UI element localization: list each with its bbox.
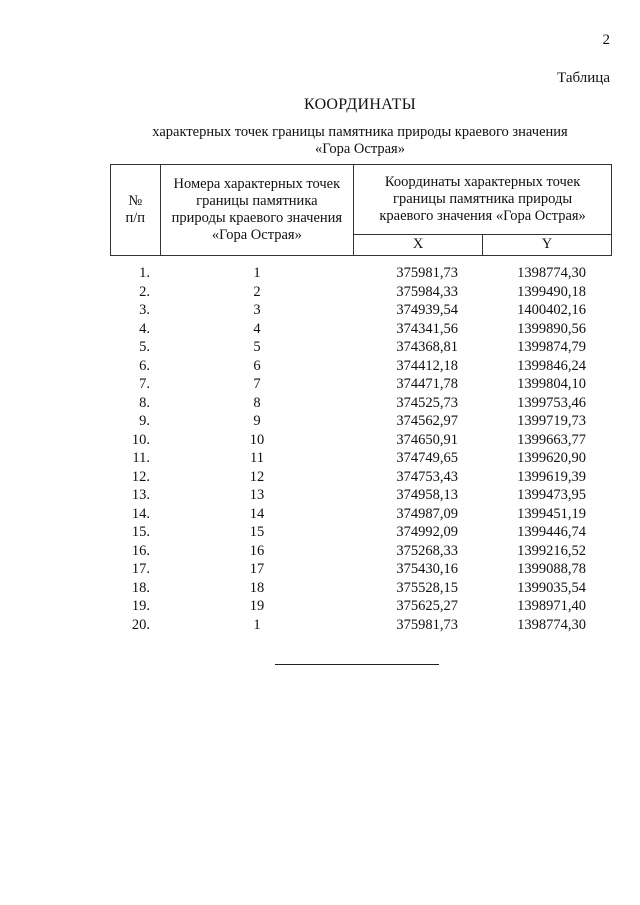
cell-row-number: 3. (139, 302, 150, 318)
cell-x: 374650,91 (396, 431, 458, 448)
cell-y: 1398971,40 (517, 598, 586, 614)
cell-point-number: 6 (253, 357, 261, 374)
cell-x: 375981,73 (396, 616, 458, 633)
table-row (110, 320, 612, 339)
table-row (110, 468, 612, 487)
header-coordinates (354, 165, 612, 235)
cell-y: 1398774,30 (517, 616, 586, 633)
header-text-line: № (128, 193, 143, 209)
page-number: 2 (602, 32, 610, 48)
cell-row-number: 20. (131, 616, 150, 633)
cell-y: 1399088,78 (517, 561, 586, 577)
cell-row-number: 15. (131, 524, 150, 540)
table-row (110, 394, 612, 413)
cell-point-number: 19 (249, 598, 265, 614)
cell-point-number: 2 (253, 283, 261, 300)
cell-point-number: 13 (249, 487, 265, 503)
cell-row-number: 12. (131, 468, 150, 485)
cell-point-number: 14 (249, 505, 265, 522)
cell-point-number: 18 (249, 579, 265, 596)
cell-point-number: 11 (250, 450, 264, 466)
cell-row-number: 5. (139, 339, 150, 355)
header-text-line: природы краевого значения (171, 210, 343, 226)
cell-point-number: 17 (249, 561, 265, 577)
table-row (110, 264, 612, 283)
cell-y: 1399619,39 (517, 468, 586, 485)
cell-y: 1399451,19 (517, 505, 586, 522)
cell-y: 1399216,52 (517, 542, 586, 559)
cell-x: 375625,27 (396, 598, 458, 614)
cell-y: 1400402,16 (517, 302, 586, 318)
coordinates-table-body (110, 264, 612, 634)
cell-x: 374412,18 (396, 357, 458, 374)
cell-point-number: 5 (253, 339, 261, 355)
table-row (110, 449, 612, 468)
cell-point-number: 15 (249, 524, 265, 540)
header-text-line: границы памятника природы (393, 190, 573, 207)
header-text-line: краевого значения «Гора Острая» (379, 207, 586, 224)
cell-row-number: 4. (139, 320, 150, 337)
document-subtitle (0, 124, 640, 158)
cell-point-number: 1 (253, 616, 261, 633)
subtitle-line: «Гора Острая» (315, 141, 405, 157)
cell-x: 375268,33 (396, 542, 458, 559)
cell-x: 374562,97 (396, 413, 458, 429)
cell-point-number: 3 (253, 302, 261, 318)
cell-point-number: 9 (253, 413, 261, 429)
table-row (110, 412, 612, 431)
table-row (110, 560, 612, 579)
table-row (110, 301, 612, 320)
cell-row-number: 13. (131, 487, 150, 503)
cell-y: 1399874,79 (517, 339, 586, 355)
header-y: Y (483, 234, 612, 255)
cell-x: 374987,09 (396, 505, 458, 522)
header-text-line: Координаты характерных точек (384, 173, 581, 190)
table-row (110, 579, 612, 598)
table-row (110, 597, 612, 616)
cell-row-number: 14. (131, 505, 150, 522)
header-row-number (111, 165, 161, 256)
cell-row-number: 2. (139, 283, 150, 300)
table-row (110, 542, 612, 561)
cell-y: 1399473,95 (517, 487, 586, 503)
cell-y: 1399890,56 (517, 320, 586, 337)
header-text-line: границы памятника (196, 193, 318, 209)
cell-x: 375430,16 (396, 561, 458, 577)
cell-y: 1399719,73 (517, 413, 586, 429)
cell-row-number: 8. (139, 394, 150, 411)
cell-row-number: 10. (131, 431, 150, 448)
cell-row-number: 18. (131, 579, 150, 596)
cell-y: 1399620,90 (517, 450, 586, 466)
cell-x: 374471,78 (396, 376, 458, 392)
cell-y: 1399753,46 (517, 394, 586, 411)
cell-x: 375984,33 (396, 283, 458, 300)
header-text-line: п/п (125, 210, 146, 226)
header-point-number (160, 165, 354, 256)
cell-row-number: 9. (139, 413, 150, 429)
table-row (110, 375, 612, 394)
cell-row-number: 19. (131, 598, 150, 614)
cell-point-number: 16 (249, 542, 265, 559)
cell-point-number: 4 (253, 320, 261, 337)
cell-x: 374749,65 (396, 450, 458, 466)
header-text-line: «Гора Острая» (211, 227, 302, 243)
table-row (110, 505, 612, 524)
cell-x: 374368,81 (396, 339, 458, 355)
cell-point-number: 1 (253, 265, 261, 281)
cell-y: 1399663,77 (517, 431, 586, 448)
table-row (110, 338, 612, 357)
table-row (110, 283, 612, 302)
cell-point-number: 10 (249, 431, 265, 448)
cell-point-number: 7 (253, 376, 261, 392)
document-title: КООРДИНАТЫ (304, 96, 416, 113)
cell-x: 374341,56 (396, 320, 458, 337)
cell-y: 1399804,10 (517, 376, 586, 392)
table-row (110, 486, 612, 505)
cell-y: 1399490,18 (517, 283, 586, 300)
table-row (110, 523, 612, 542)
table-row (110, 431, 612, 450)
cell-x: 374992,09 (396, 524, 458, 540)
table-row (110, 357, 612, 376)
cell-row-number: 7. (139, 376, 150, 392)
cell-x: 375981,73 (396, 265, 458, 281)
cell-x: 374958,13 (396, 487, 458, 503)
header-text-line: Номера характерных точек (173, 176, 341, 192)
header-x: X (354, 234, 483, 255)
cell-y: 1399035,54 (517, 579, 586, 596)
cell-x: 374525,73 (396, 394, 458, 411)
cell-y: 1398774,30 (517, 265, 586, 281)
cell-row-number: 1. (139, 265, 150, 281)
table-row (110, 616, 612, 635)
cell-row-number: 16. (131, 542, 150, 559)
cell-y: 1399446,74 (517, 524, 586, 540)
end-of-document-rule (275, 664, 439, 665)
cell-row-number: 6. (139, 357, 150, 374)
cell-point-number: 12 (249, 468, 265, 485)
cell-point-number: 8 (253, 394, 261, 411)
coordinates-table-header (110, 164, 612, 256)
table-label: Таблица (557, 70, 610, 86)
cell-x: 375528,15 (396, 579, 458, 596)
cell-row-number: 11. (132, 450, 150, 466)
subtitle-line: характерных точек границы памятника природы краевого значения (152, 124, 568, 140)
cell-row-number: 17. (131, 561, 150, 577)
cell-x: 374753,43 (396, 468, 458, 485)
cell-y: 1399846,24 (517, 357, 586, 374)
cell-x: 374939,54 (396, 302, 458, 318)
